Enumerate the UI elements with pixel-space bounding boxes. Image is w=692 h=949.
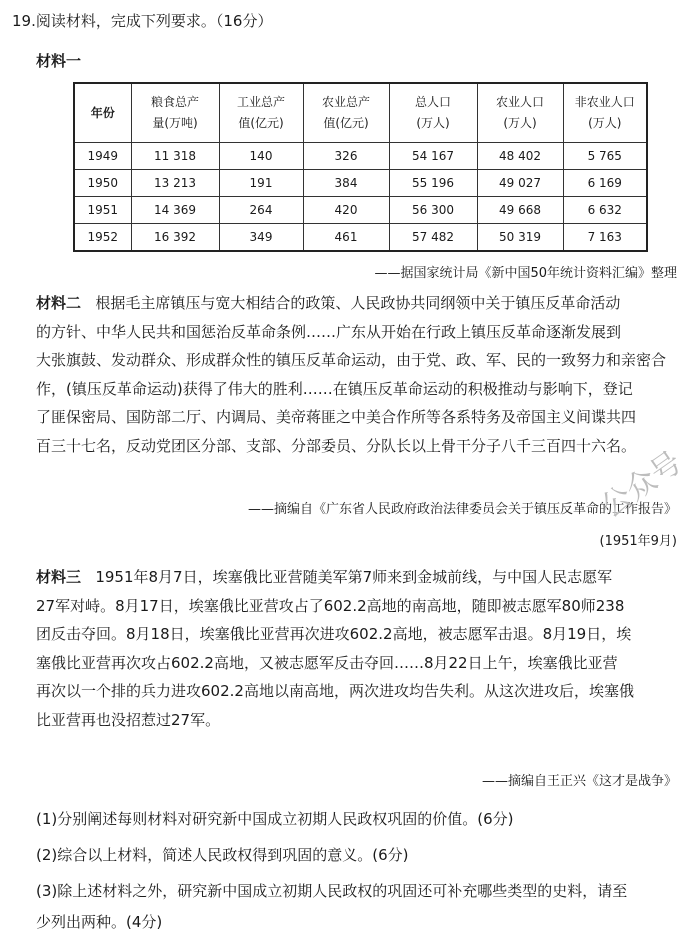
header-industry: 工业总产 值(亿元) xyxy=(219,83,303,143)
table-row xyxy=(74,197,647,224)
table-row xyxy=(74,224,647,252)
sub-question-1: (1)分别阐述每则材料对研究新中国成立初期人民政权巩固的价值。(6分) xyxy=(36,810,514,828)
table-cell: 13 213 xyxy=(131,170,219,197)
table-cell: 264 xyxy=(219,197,303,224)
table-cell: 14 369 xyxy=(131,197,219,224)
text-line: 团反击夺回。8月18日，埃塞俄比亚营再次进攻602.2高地，被志愿军击退。8月19日，埃 xyxy=(36,625,632,644)
text-line: 百三十七名，反动党团区分部、支部、分部委员、分队长以上骨干分子八千三百四十六名。 xyxy=(36,436,637,455)
material2-date: (1951年9月) xyxy=(599,534,677,549)
material1-source: ——据国家统计局《新中国50年统计资料汇编》整理 xyxy=(374,266,677,281)
table-header-row xyxy=(74,83,647,143)
table-cell: 1951 xyxy=(74,197,131,224)
table-cell: 16 392 xyxy=(131,224,219,252)
table-row xyxy=(74,143,647,170)
sub-question-2: (2)综合以上材料，简述人民政权得到巩固的意义。(6分) xyxy=(36,846,409,864)
material1-label: 材料一 xyxy=(36,52,82,70)
header-agri-population: 农业人口 (万人) xyxy=(477,83,563,143)
table-cell: 7 163 xyxy=(563,224,647,252)
material3-source: ——摘编自王正兴《这才是战争》 xyxy=(481,774,677,789)
table-cell: 11 318 xyxy=(131,143,219,170)
sub-question-3: (3)除上述材料之外，研究新中国成立初期人民政权的巩固还可补充哪些类型的史料，请至 xyxy=(36,882,628,900)
text-line: 塞俄比亚营再次攻占602.2高地，又被志愿军反击夺回……8月22日上午，埃塞俄比亚营 xyxy=(36,653,618,672)
header-agriculture: 农业总产 值(亿元) xyxy=(303,83,389,143)
table-cell: 6 169 xyxy=(563,170,647,197)
header-population: 总人口 (万人) xyxy=(389,83,477,143)
table-cell: 1950 xyxy=(74,170,131,197)
table-cell: 1952 xyxy=(74,224,131,252)
question-title: 19.阅读材料，完成下列要求。（16分） xyxy=(12,12,273,30)
table-cell: 140 xyxy=(219,143,303,170)
watermark: 公众号 xyxy=(594,444,689,526)
table-cell: 49 668 xyxy=(477,197,563,224)
material2-paragraph xyxy=(36,289,678,461)
text-line: 了匪保密局、国防部二厅、内调局、美帝蒋匪之中美合作所等各系特务及帝国主义间谍共四 xyxy=(36,408,637,427)
table-cell: 191 xyxy=(219,170,303,197)
table-cell: 326 xyxy=(303,143,389,170)
header-nonagri-population: 非农业人口 (万人) xyxy=(563,83,647,143)
table-cell: 461 xyxy=(303,224,389,252)
table-cell: 5 765 xyxy=(563,143,647,170)
table-cell: 56 300 xyxy=(389,197,477,224)
table-cell: 48 402 xyxy=(477,143,563,170)
table-cell: 50 319 xyxy=(477,224,563,252)
header-grain: 粮食总产 量(万吨) xyxy=(131,83,219,143)
material2-label: 材料二 xyxy=(36,294,82,312)
table-cell: 6 632 xyxy=(563,197,647,224)
material3-paragraph xyxy=(36,563,678,735)
text-line: 比亚营再也没招惹过27军。 xyxy=(36,710,221,729)
table-cell: 1949 xyxy=(74,143,131,170)
table-cell: 55 196 xyxy=(389,170,477,197)
table-cell: 57 482 xyxy=(389,224,477,252)
table-cell: 49 027 xyxy=(477,170,563,197)
statistics-table xyxy=(73,82,648,252)
sub-question-3-continued: 少列出两种。(4分) xyxy=(36,913,163,931)
text-line: 再次以一个排的兵力进攻602.2高地以南高地，两次进攻均告失利。从这次进攻后，埃塞俄 xyxy=(36,682,634,701)
text-line: 材料三 1951年8月7日，埃塞俄比亚营随美军第7师来到金城前线，与中国人民志愿军 xyxy=(36,568,613,586)
table-cell: 420 xyxy=(303,197,389,224)
text-line: 材料二 根据毛主席镇压与宽大相结合的政策、人民政协共同纲领中关于镇压反革命活动 xyxy=(36,294,621,312)
table-row xyxy=(74,170,647,197)
header-year: 年份 xyxy=(74,83,131,143)
table-cell: 54 167 xyxy=(389,143,477,170)
material2-source: ——摘编自《广东省人民政府政治法律委员会关于镇压反革命的工作报告》 xyxy=(247,502,677,517)
text-line: 的方针、中华人民共和国惩治反革命条例……广东从开始在行政上镇压反革命逐渐发展到 xyxy=(36,322,622,341)
text-line: 大张旗鼓、发动群众、形成群众性的镇压反革命运动，由于党、政、军、民的一致努力和亲密合 xyxy=(36,351,667,370)
table-cell: 349 xyxy=(219,224,303,252)
table-cell: 384 xyxy=(303,170,389,197)
material3-label: 材料三 xyxy=(36,568,82,586)
text-line: 27军对峙。8月17日，埃塞俄比亚营攻占了602.2高地的南高地，随即被志愿军80师238 xyxy=(36,596,625,615)
text-line: 作，(镇压反革命运动)获得了伟大的胜利……在镇压反革命运动的积极推动与影响下，登记 xyxy=(36,379,633,398)
